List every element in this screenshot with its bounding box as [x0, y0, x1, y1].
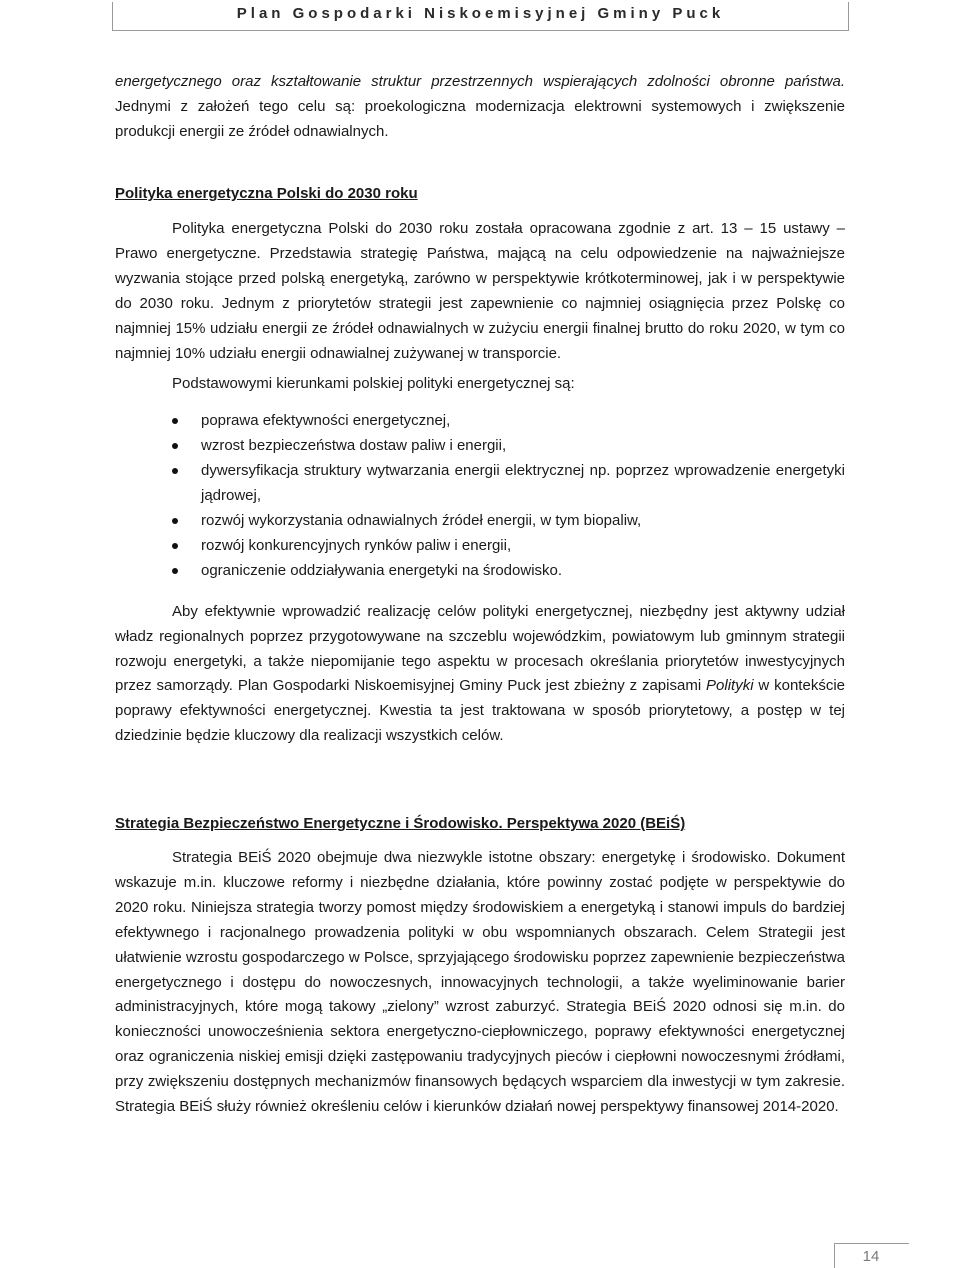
energy-policy-list — [115, 409, 845, 583]
header-title: Plan Gospodarki Niskoemisyjnej Gminy Puck — [236, 5, 725, 22]
intro-paragraph-block — [115, 70, 845, 145]
page-header — [112, 2, 849, 31]
list-item: poprawa efektywności energetycznej, — [115, 409, 845, 434]
list-item: rozwój wykorzystania odnawialnych źródeł energii, w tym biopaliw, — [115, 509, 845, 534]
polityki-italic: Polityki — [706, 677, 754, 695]
list-item: ograniczenie oddziaływania energetyki na środowisko. — [115, 559, 845, 584]
list-item: dywersyfikacja struktury wytwarzania energii elektrycznej np. poprzez wprowadzenie energetyki jądrowej, — [115, 459, 845, 509]
section2-paragraph: Strategia BEiŚ 2020 obejmuje dwa niezwykle istotne obszary: energetykę i środowisko. Dokument wskazuje m.in. kluczowe reformy i niezbędne działania, które powinny zostać podjęte w perspektywie do 2020 roku. Niniejsza strategia tworzy pomost między środowiskiem a energetyką i stanowi impuls do bardziej efektywnego i racjonalnego prowadzenia polityki w obu wspomnianych obszarach. Celem Strategii jest ułatwienie wzrostu gospodarczego w Polsce, sprzyjającego środowisku poprzez zapewnienie bezpieczeństwa energetycznego i dostępu do nowoczesnych, innowacyjnych technologii, a także wyeliminowanie barier administracyjnych, które mogą takowy „zielony” wzrost zaburzyć. Strategia BEiŚ 2020 odnosi się m.in. do konieczności unowocześnienia sektora energetyczno-ciepłowniczego, poprawy efektywności energetycznej oraz ograniczenia niskiej emisji dzięki zastępowaniu tradycyjnych pieców i ciepłowni nowoczesnymi źródłami, przy zwiększeniu dostępnych mechanizmów finansowych będących wsparciem dla inwestycji w tym zakresie. Strategia BEiŚ służy również określeniu celów i kierunków działań nowej perspektywy finansowej 2014-2020. — [115, 849, 845, 1116]
page-number: 14 — [862, 1248, 880, 1265]
bullet-icon — [172, 543, 178, 549]
intro-italic-text: energetycznego oraz kształtowanie struktur przestrzennych wspierających zdolności obronne państwa. — [115, 73, 845, 90]
bullet-icon — [172, 418, 178, 424]
bullet-icon — [172, 568, 178, 574]
section1-body — [115, 217, 845, 749]
intro-rest-text: Jednymi z założeń tego celu są: proekologiczna modernizacja elektrowni systemowych i zwiększenie produkcji energii ze źródeł odnawialnych. — [115, 97, 845, 140]
bullet-icon — [172, 468, 178, 474]
section2-heading: Strategia Bezpieczeństwo Energetyczne i Środowisko. Perspektywa 2020 (BEiŚ) — [115, 815, 686, 832]
section1-paragraph1: Polityka energetyczna Polski do 2030 roku została opracowana zgodnie z art. 13 – 15 ustawy – Prawo energetyczne. Przedstawia strategię Państwa, mającą na celu odpowiedzenie na najważniejsze wyzwania stojące przed polską energetyką, zarówno w perspektywie krótkoterminowej, jak i w perspektywie do 2030 roku. Jednym z priorytetów strategii jest zapewnienie co najmniej osiągnięcia przez Polskę co najmniej 15% udziału energii ze źródeł odnawialnych w zużyciu energii finalnej brutto do roku 2020, w tym co najmniej 10% udziału energii odnawialnej zużywanej w transporcie. — [115, 220, 845, 362]
section1-paragraph2: Aby efektywnie wprowadzić realizację celów polityki energetycznej, niezbędny jest aktywny udział władz regionalnych poprzez przygotowywane na szczeblu wojewódzkim, powiatowym lub gminnym strategii rozwoju energetyki, a także niepomijanie tego aspektu w procesach określania priorytetów inwestycyjnych przez samorządy. Plan Gospodarki Niskoemisyjnej Gminy Puck jest zbieżny z zapisami Polityki w kontekście poprawy efektywności energetycznej. Kwestia ta jest traktowana w sposób priorytetowy, a postęp w tej dziedzinie będzie kluczowy dla realizacji wszystkich celów. — [115, 602, 845, 745]
list-item: rozwój konkurencyjnych rynków paliw i energii, — [115, 534, 845, 559]
section1-list-intro: Podstawowymi kierunkami polskiej polityki energetycznej są: — [172, 375, 575, 393]
section2-body — [115, 846, 845, 1120]
bullet-icon — [172, 443, 178, 449]
intro-paragraph — [115, 70, 845, 145]
bullet-icon — [172, 518, 178, 524]
list-item: wzrost bezpieczeństwa dostaw paliw i energii, — [115, 434, 845, 459]
section1-heading: Polityka energetyczna Polski do 2030 roku — [115, 185, 418, 202]
